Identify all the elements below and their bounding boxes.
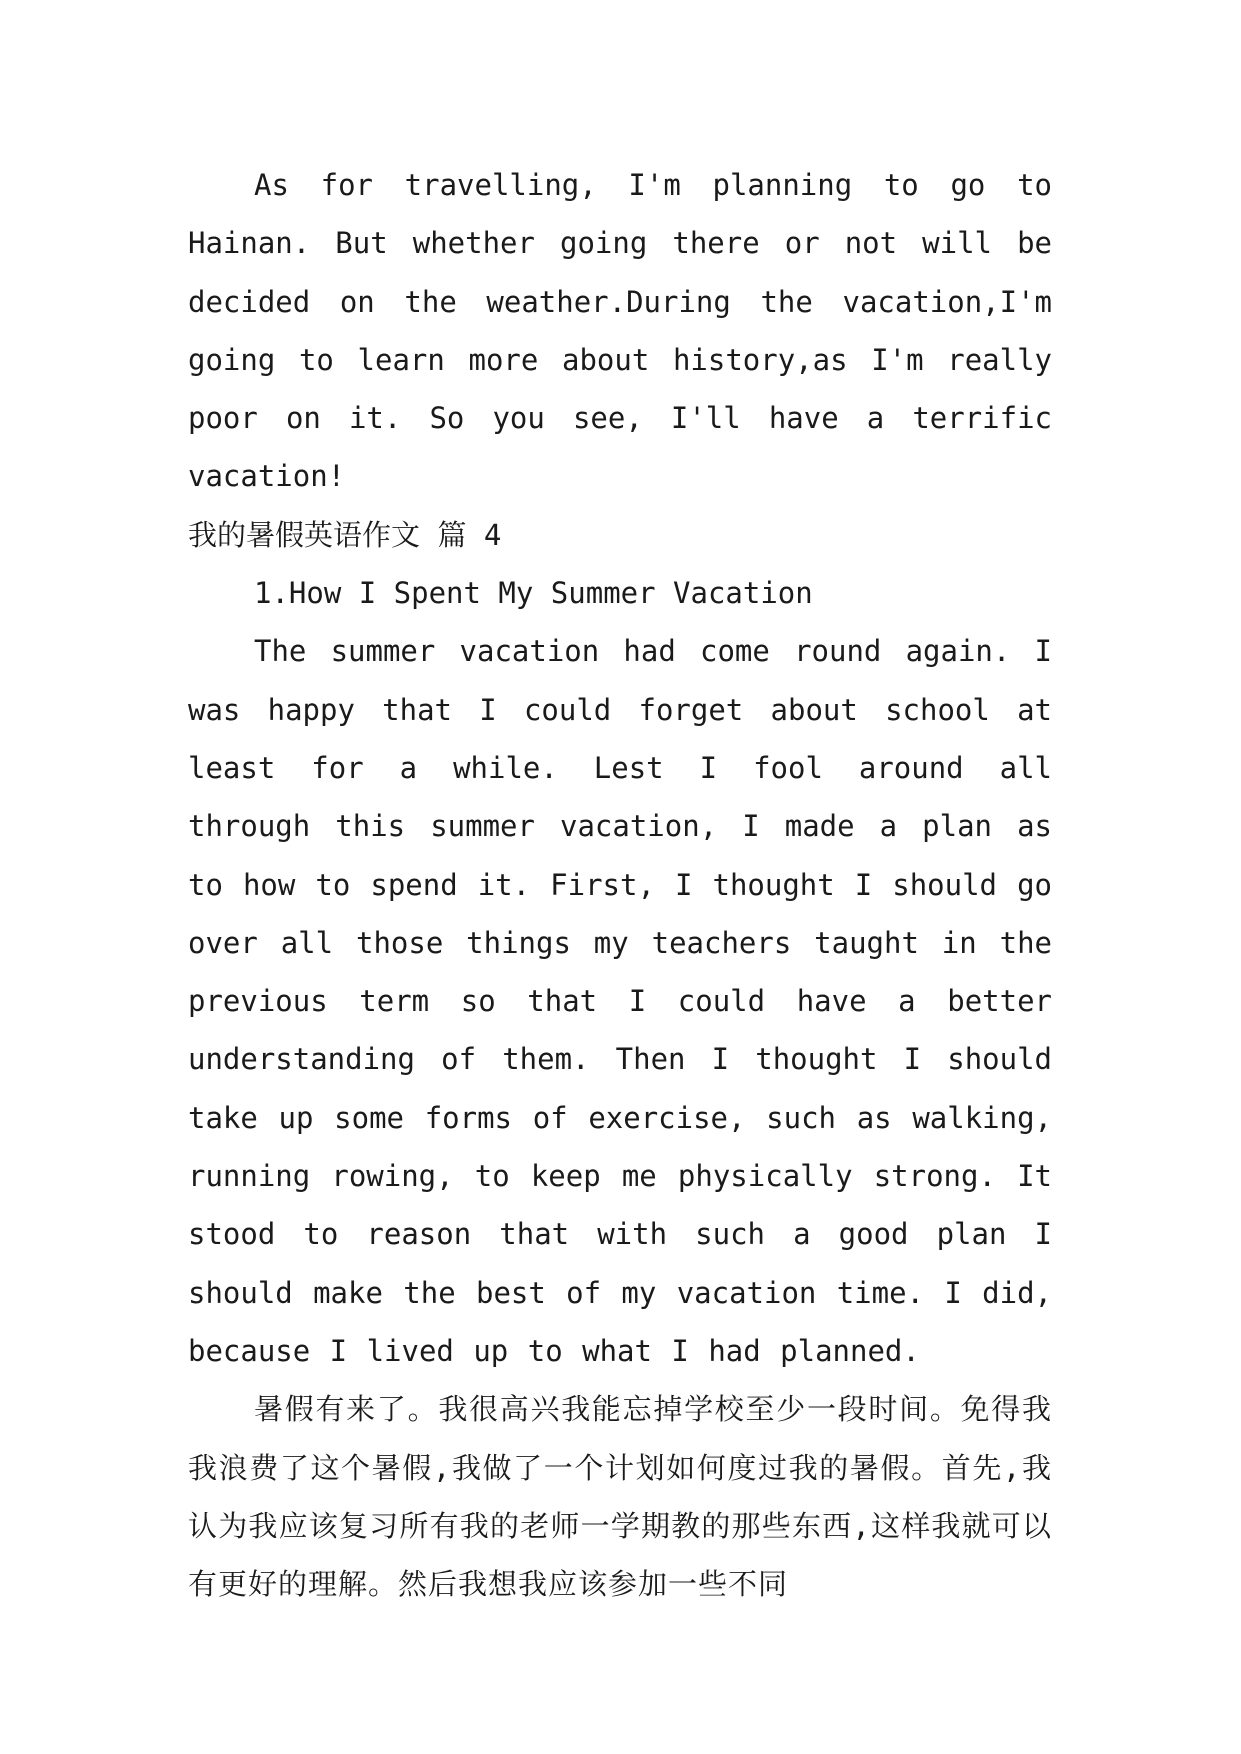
paragraph-travel-plans: As for travelling, I'm planning to go to Hainan. But whether going there or not will be decided on the weather.During the vacation,I'm going to learn more about history,as I'm really poor on it. So you see, I'll have a terrific vacation! [188, 168, 1052, 494]
essay-title: 1.How I Spent My Summer Vacation [254, 576, 813, 611]
document-page [188, 156, 1052, 1613]
paragraph-summer-vacation-english: The summer vacation had come round again. I was happy that I could forget about school at least for a while. Lest I fool around all through this summer vacation, I made a plan as to how to spend it. First, I thought I should go over all those things my teachers taught in the previous term so that I could have a better understanding of them. Then I thought I should take up some forms of exercise, such as walking, running rowing, to keep me physically strong. It stood to reason that with such a good plan I should make the best of my vacation time. I did, because I lived up to what I had planned. [188, 634, 1052, 1368]
section-heading: 我的暑假英语作文 篇 4 [188, 517, 502, 552]
paragraph-summer-vacation-chinese: 暑假有来了。我很高兴我能忘掉学校至少一段时间。免得我我浪费了这个暑假,我做了一个计划如何度过我的暑假。首先,我认为我应该复习所有我的老师一学期教的那些东西,这样我就可以有更好的理解。然后我想我应该参加一些不同 [188, 1392, 1052, 1602]
